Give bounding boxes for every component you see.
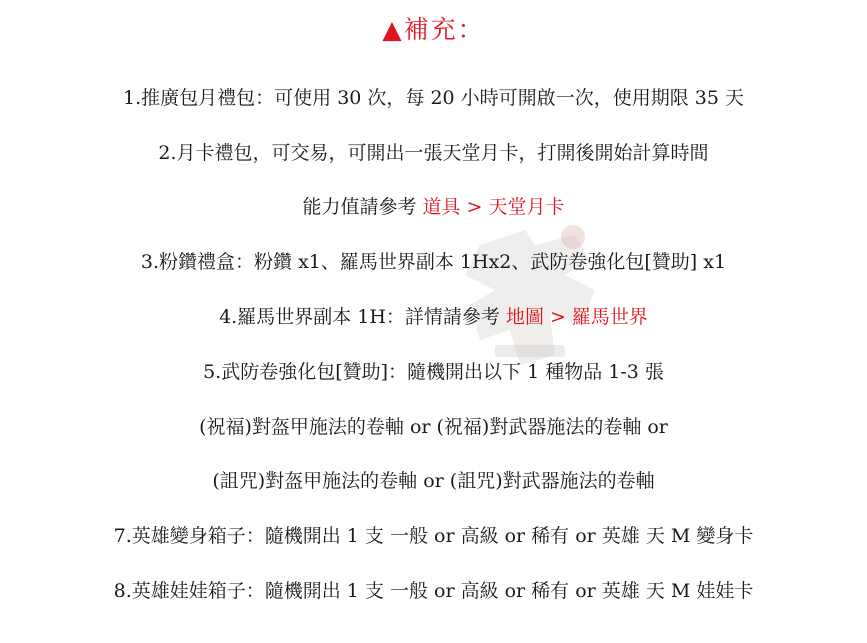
reference-link-monthly-card[interactable]: 道具 > 天堂月卡 bbox=[422, 196, 565, 218]
item-line-ability-reference bbox=[0, 195, 867, 219]
item-line-5-detail-2: (詛咒)對盔甲施法的卷軸 or (詛咒)對武器施法的卷軸 bbox=[212, 470, 655, 492]
reference-link-rome-world[interactable]: 地圖 > 羅馬世界 bbox=[505, 306, 648, 328]
item-line-3: 3.粉鑽禮盒：粉鑽 x1、羅馬世界副本 1Hx2、武防卷強化包[贊助] x1 bbox=[140, 251, 727, 273]
item-line-5: 5.武防卷強化包[贊助]：隨機開出以下 1 種物品 1-3 張 bbox=[203, 361, 664, 383]
item-line-8: 8.英雄娃娃箱子：隨機開出 1 支 一般 or 高級 or 稀有 or 英雄 天 M 娃娃卡 bbox=[113, 580, 754, 602]
section-title: ▲補充： bbox=[382, 15, 485, 44]
item-line-7: 7.英雄變身箱子：隨機開出 1 支 一般 or 高級 or 稀有 or 英雄 天 M 變身卡 bbox=[113, 525, 754, 547]
item-line-5-detail-1: (祝福)對盔甲施法的卷軸 or (祝福)對武器施法的卷軸 or bbox=[199, 416, 668, 438]
reference-prefix: 4.羅馬世界副本 1H：詳情請參考 bbox=[219, 306, 506, 328]
item-line-1: 1.推廣包月禮包：可使用 30 次，每 20 小時可開啟一次，使用期限 35 天 bbox=[123, 87, 744, 109]
item-line-2: 2.月卡禮包，可交易，可開出一張天堂月卡，打開後開始計算時間 bbox=[158, 142, 709, 164]
item-line-4 bbox=[0, 305, 867, 329]
reference-prefix: 能力值請參考 bbox=[302, 196, 423, 218]
